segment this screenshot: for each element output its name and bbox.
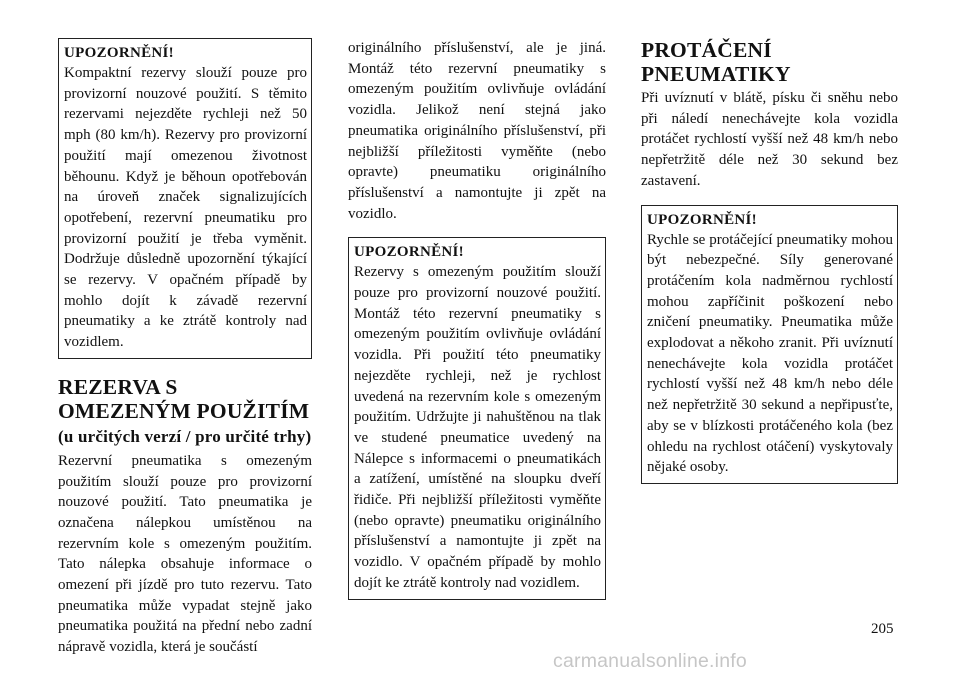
watermark: carmanualsonline.info	[553, 650, 747, 672]
column-right	[641, 38, 898, 484]
warning-title: UPOZORNĚNÍ!	[64, 45, 174, 61]
continuation-text: originálního příslušenství, ale je jiná. Montáž této rezervní pneumatiky s omezeným použitím ovlivňuje ovládání vozidla. Jelikož není stejná jako pneumatika originálního příslušenství, při nejbližší příležitosti vyměňte (nebo opravte) pneumatiku originálního příslušenství a namontujte ji zpět na vozidlo.	[348, 40, 606, 222]
warning-box-tire-spinning	[641, 205, 898, 484]
section-heading-sub: (u určitých verzí / pro určité trhy)	[58, 426, 312, 446]
column-middle	[348, 38, 606, 600]
warning-box-limited-use-spare	[348, 237, 606, 599]
section-text: Rezervní pneumatika s omezeným použitím slouží pouze pro provizorní nouzové použití. Tato pneumatika je označena nálepkou umístěnou na rezervním kole s omezeným použitím. Tato nálepka obsahuje informace o omezení při jízdě pro tuto rezervu. Tato pneumatika může vypadat stejně jako pneumatika použitá na přední nebo zadní nápravě vozidla, která je součástí	[58, 452, 312, 656]
section-heading-main: REZERVA S OMEZENÝM POUŽITÍM	[58, 374, 310, 423]
warning-text: Kompaktní rezervy slouží pouze pro provizorní nouzové použití. S těmito rezervami nejezděte rychleji než 50 mph (80 km/h). Rezervy pro provizorní použití mají omezenou životnost běhounu. Když je běhoun opotřebován na úroveň značek signalizujících opotřebení, rezervní pneumatiku pro provizorní použití je třeba vyměnit. Dodržuje důsledně upozornění týkající se rezervy. V opačném případě by mohlo dojít k závadě rezervní pneumatiky a ke ztrátě kontroly nad vozidlem.	[64, 65, 307, 351]
section-heading: PROTÁČENÍ PNEUMATIKY	[641, 38, 791, 86]
section-limited-use-spare	[58, 375, 312, 658]
section-tire-spinning	[641, 38, 898, 192]
warning-text: Rychle se protáčející pneumatiky mohou být nebezpečné. Síly generované protáčením kola nadměrnou rychlostí mohou zapříčinit poškození nebo zničení pneumatiky. Pneumatika může explodovat a někoho zranit. Při uvíznutí nenechávejte kola vozidla protáčet rychlostí vyšší než 48 km/h nebo déle než nepřetržitě 30 sekund a nepřipusťte, aby se v blízkosti protáčeného kola (bez ohledu na rychlost otáčení) vyskytovaly nějaké osoby.	[647, 231, 893, 476]
section-heading	[58, 375, 312, 449]
page-number: 205	[871, 621, 894, 637]
column-left	[58, 38, 312, 658]
section-text: Při uvíznutí v blátě, písku či sněhu nebo při náledí nenechávejte kola vozidla protáčet rychlostí vyšší než 48 km/h nebo nepřetržitě déle než 30 sekund bez zastavení.	[641, 90, 898, 189]
warning-title: UPOZORNĚNÍ!	[354, 244, 464, 261]
warning-text: Rezervy s omezeným použitím slouží pouze pro provizorní nouzové použití. Montáž této rezervní pneumatiky s omezeným použitím ovlivňuje ovládání vozidla. Při použití této pneumatiky nejezděte rychleji, než je rychlost uvedená na rezervním kole s omezeným použitím. Udržujte ji nahuštěnou na tlak ve studené pneumatice uvedený na Nálepce s informacemi o pneumatikách a zatížení, umístěné na sloupku dveří řidiče. Při nejbližší příležitosti vyměňte (nebo opravte) pneumatiku originálního příslušenství a namontujte ji zpět na vozidlo. V opačném případě by mohlo dojít ke ztrátě kontroly nad vozidlem.	[354, 264, 601, 591]
warning-title: UPOZORNĚNÍ!	[647, 211, 757, 228]
warning-box-compact-spare	[58, 38, 312, 359]
